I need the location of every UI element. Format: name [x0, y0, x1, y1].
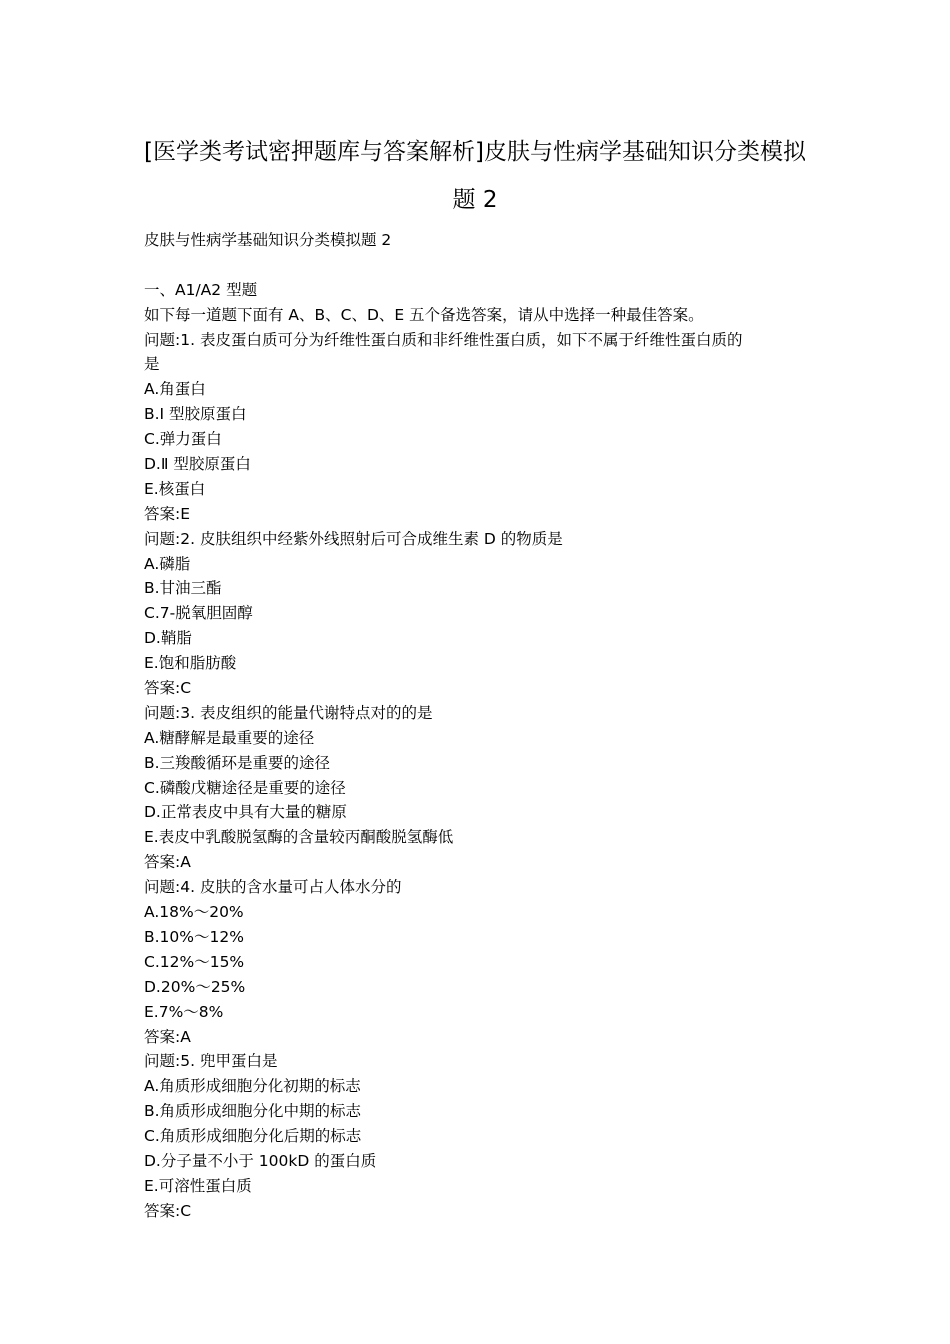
question-4-option-b: B.10%～12%	[144, 927, 244, 946]
question-5-option-d: D.分子量不小于 100kD 的蛋白质	[144, 1151, 377, 1170]
question-1-answer: 答案:E	[144, 504, 191, 523]
question-1-option-b: B.Ⅰ 型胶原蛋白	[144, 405, 247, 424]
document-title-line-2: 题 2	[452, 187, 498, 213]
question-4-option-e: E.7%～8%	[144, 1002, 224, 1021]
instruction-text: 如下每一道题下面有 A、B、C、D、E 五个备选答案，请从中选择一种最佳答案。	[144, 305, 704, 324]
blank-line	[144, 253, 824, 278]
question-4-option-c: C.12%～15%	[144, 952, 245, 971]
question-3-option-e: E.表皮中乳酸脱氢酶的含量较丙酮酸脱氢酶低	[144, 828, 454, 847]
question-2-option-e: E.饱和脂肪酸	[144, 654, 237, 673]
document-body	[144, 228, 824, 1224]
question-5-option-c: C.角质形成细胞分化后期的标志	[144, 1127, 362, 1146]
question-1-option-d: D.Ⅱ 型胶原蛋白	[144, 455, 251, 474]
question-4-option-d: D.20%～25%	[144, 977, 246, 996]
question-4-option-a: A.18%～20%	[144, 903, 244, 922]
question-5-option-a: A.角质形成细胞分化初期的标志	[144, 1077, 361, 1096]
question-3-text: 问题:3. 表皮组织的能量代谢特点对的的是	[144, 703, 433, 722]
question-2-text: 问题:2. 皮肤组织中经紫外线照射后可合成维生素 D 的物质是	[144, 529, 563, 548]
question-3-option-d: D.正常表皮中具有大量的糖原	[144, 803, 347, 822]
question-1-option-a: A.角蛋白	[144, 380, 206, 399]
question-4-text: 问题:4. 皮肤的含水量可占人体水分的	[144, 878, 402, 897]
question-1-option-e: E.核蛋白	[144, 479, 206, 498]
question-4-answer: 答案:A	[144, 1027, 191, 1046]
question-3-option-c: C.磷酸戊糖途径是重要的途径	[144, 778, 346, 797]
question-5-option-b: B.角质形成细胞分化中期的标志	[144, 1102, 362, 1121]
document-title-line-1: [医学类考试密押题库与答案解析]皮肤与性病学基础知识分类模拟	[144, 139, 806, 165]
question-3-answer: 答案:A	[144, 853, 191, 872]
question-3-option-a: A.糖酵解是最重要的途径	[144, 728, 315, 747]
question-5-answer: 答案:C	[144, 1201, 192, 1220]
question-3-option-b: B.三羧酸循环是重要的途径	[144, 753, 331, 772]
question-1-option-c: C.弹力蛋白	[144, 430, 222, 449]
question-2-answer: 答案:C	[144, 679, 192, 698]
question-1-text: 问题:1. 表皮蛋白质可分为纤维性蛋白质和非纤维性蛋白质，如下不属于纤维性蛋白质的	[144, 330, 743, 349]
question-2-option-c: C.7-脱氧胆固醇	[144, 604, 253, 623]
question-2-option-b: B.甘油三酯	[144, 579, 222, 598]
question-5-option-e: E.可溶性蛋白质	[144, 1176, 252, 1195]
question-2-option-a: A.磷脂	[144, 554, 191, 573]
question-5-text: 问题:5. 兜甲蛋白是	[144, 1052, 278, 1071]
question-1-text-continued: 是	[144, 355, 160, 374]
document-subtitle: 皮肤与性病学基础知识分类模拟题 2	[144, 231, 392, 249]
question-2-option-d: D.鞘脂	[144, 629, 192, 648]
section-heading: 一、A1/A2 型题	[144, 280, 258, 299]
